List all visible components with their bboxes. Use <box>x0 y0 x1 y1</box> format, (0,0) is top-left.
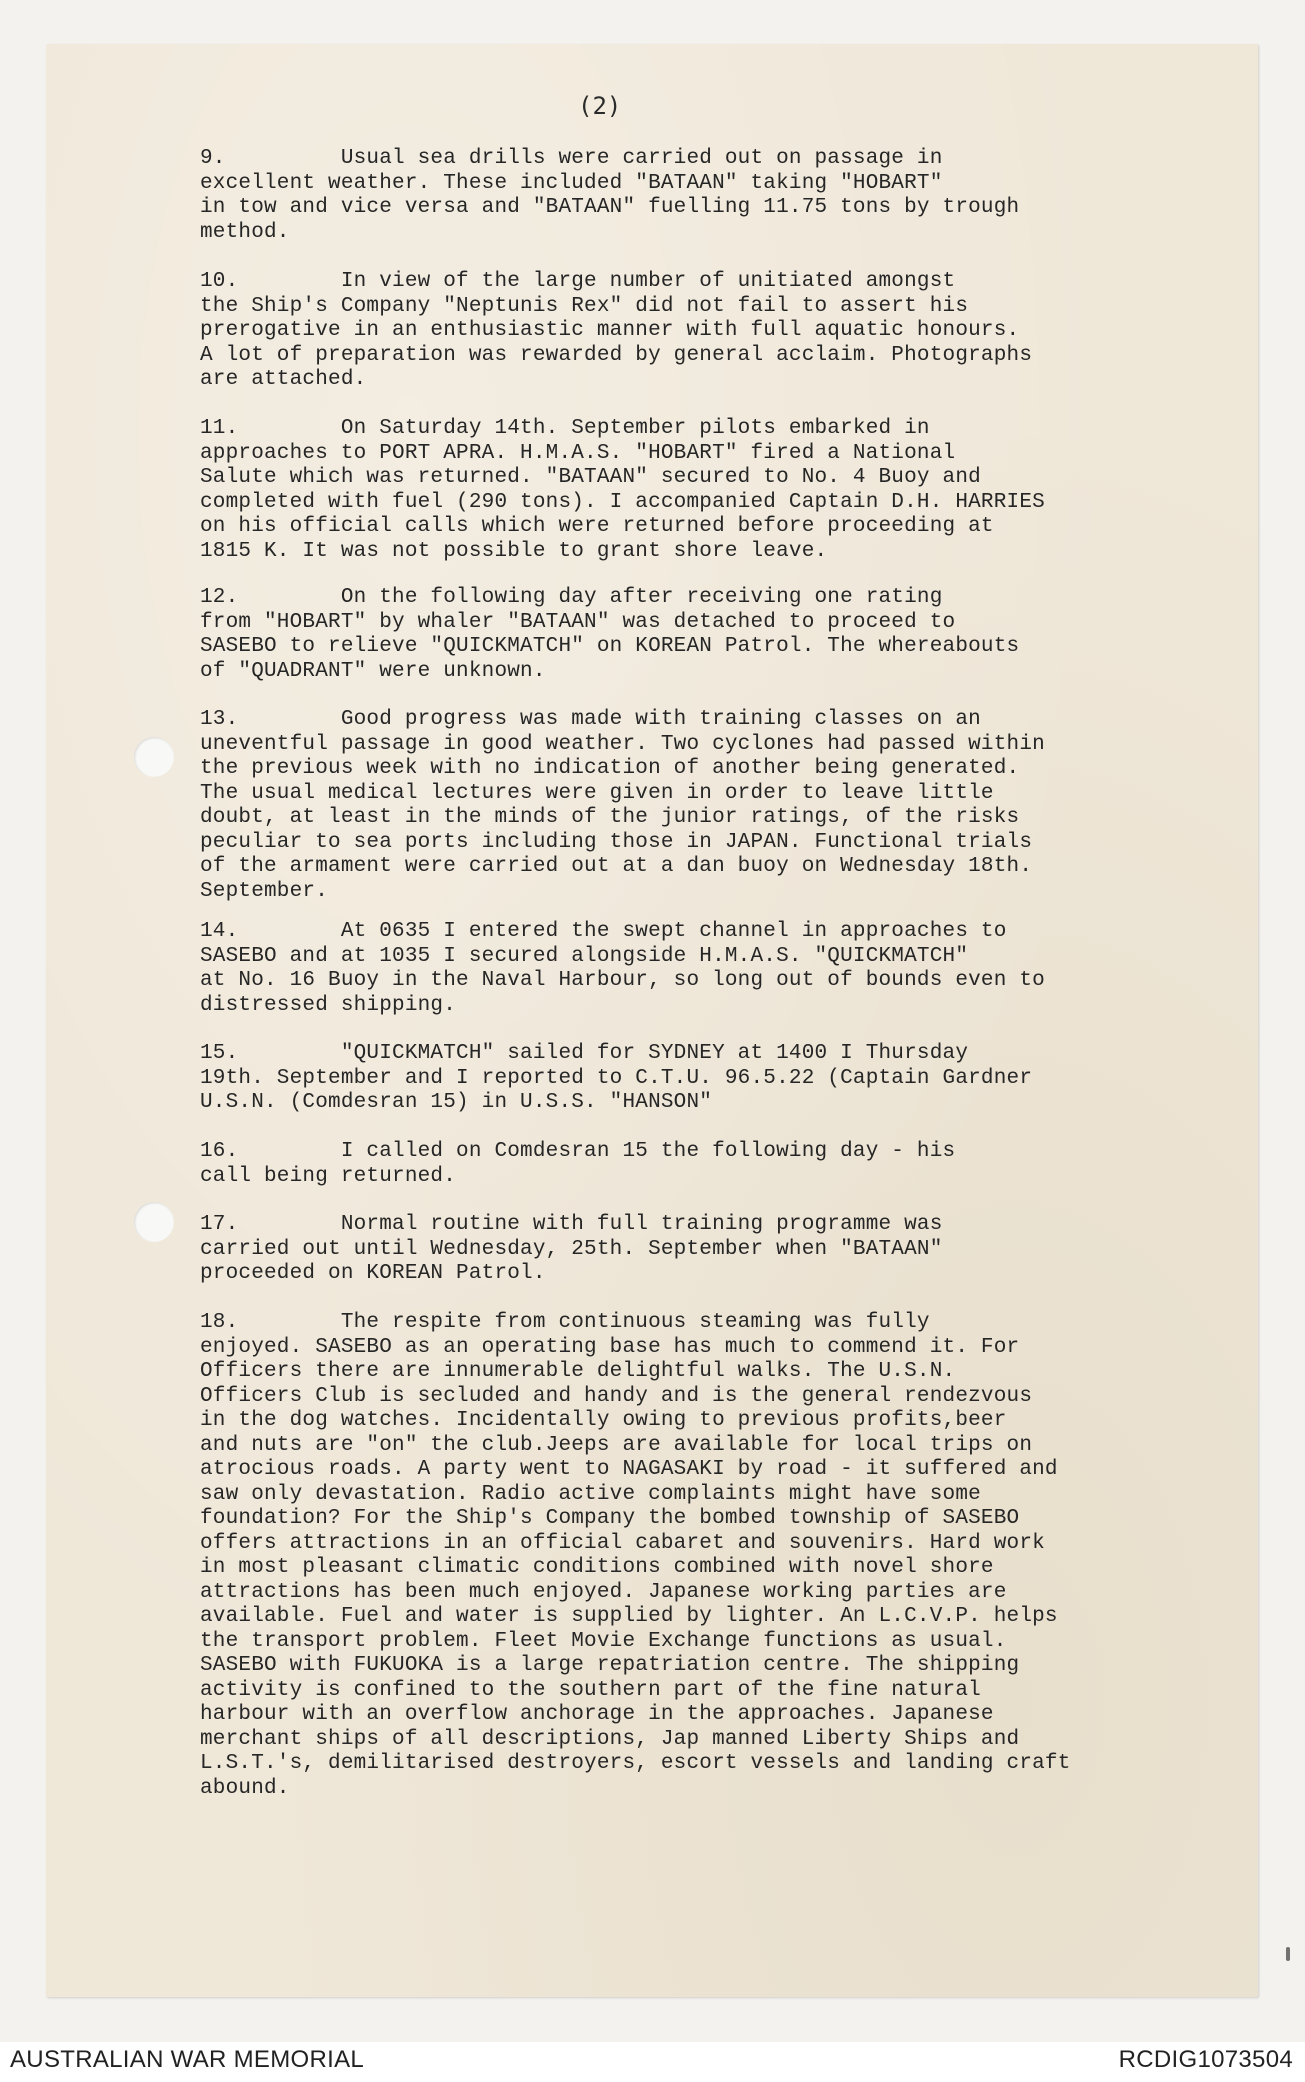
footer-record-id: RCDIG1073504 <box>1118 2046 1293 2073</box>
paragraph-18: 18. The respite from continuous steaming was fully enjoyed. SASEBO as an operating base has much to commend it. For Officers there are innumerable delightful walks. The U.S.N. Officers Club is secluded and handy and is the general rendezvous in the dog watches. Incidentally owing to previous profits,beer and nuts are "on" the club.Jeeps are available for local trips on atrocious roads. A party went to NAGASAKI by road - it suffered and saw only devastation. Radio active complaints might have some foundation? For the Ship's Company the bombed township of SASEBO offers attractions in an official cabaret and souvenirs. Hard work in most pleasant climatic conditions combined with novel shore attractions has been much enjoyed. Japanese working parties are available. Fuel and water is supplied by lighter. An L.C.V.P. helps the transport problem. Fleet Movie Exchange functions as usual. SASEBO with FUKUOKA is a large repatriation centre. The shipping activity is confined to the southern part of the fine natural harbour with an overflow anchorage in the approaches. Japanese merchant ships of all descriptions, Jap manned Liberty Ships and L.S.T.'s, demilitarised destroyers, escort vessels and landing craft abound. <box>200 1311 1071 1800</box>
punch-hole-top <box>134 737 174 777</box>
punch-hole-bottom <box>134 1202 174 1242</box>
paragraph-15: 15. "QUICKMATCH" sailed for SYDNEY at 1400 I Thursday 19th. September and I reported to C.T.U. 96.5.22 (Captain Gardner U.S.N. (Comdesran 15) in U.S.S. "HANSON" <box>200 1042 1033 1114</box>
paragraph-12: 12. On the following day after receiving one rating from "HOBART" by whaler "BATAAN" was detached to proceed to SASEBO to relieve "QUICKMATCH" on KOREAN Patrol. The whereabouts of "QUADRANT" were unknown. <box>200 586 1020 683</box>
paragraph-16: 16. I called on Comdesran 15 the following day - his call being returned. <box>200 1140 956 1188</box>
paragraph-13: 13. Good progress was made with training classes on an uneventful passage in good weather. Two cyclones had passed within the previous week with no indication of another being generated. The usual medical lectures were given in order to leave little doubt, at least in the minds of the junior ratings, of the risks peculiar to sea ports including those in JAPAN. Functional trials of the armament were carried out at a dan buoy on Wednesday 18th. September. <box>200 708 1045 903</box>
paragraph-17: 17. Normal routine with full training programme was carried out until Wednesday, 25th. September when "BATAAN" proceeded on KOREAN Patrol. <box>200 1213 943 1285</box>
paragraph-11: 11. On Saturday 14th. September pilots embarked in approaches to PORT APRA. H.M.A.S. "HOBART" fired a National Salute which was returned. "BATAAN" secured to No. 4 Buoy and completed with fuel (290 tons). I accompanied Captain D.H. HARRIES on his official calls which were returned before proceeding at 1815 K. It was not possible to grant shore leave. <box>200 417 1045 563</box>
footer-archive-name: AUSTRALIAN WAR MEMORIAL <box>10 2046 365 2073</box>
page-number: (2) <box>578 92 622 120</box>
ink-speck <box>1286 1947 1290 1961</box>
paragraph-10: 10. In view of the large number of unitiated amongst the Ship's Company "Neptunis Rex" did not fail to assert his prerogative in an enthusiastic manner with full aquatic honours. A lot of preparation was rewarded by general acclaim. Photographs are attached. <box>200 270 1033 391</box>
paragraph-9: 9. Usual sea drills were carried out on passage in excellent weather. These included "BATAAN" taking "HOBART" in tow and vice versa and "BATAAN" fuelling 11.75 tons by trough method. <box>200 147 1020 244</box>
paragraph-14: 14. At 0635 I entered the swept channel in approaches to SASEBO and at 1035 I secured alongside H.M.A.S. "QUICKMATCH" at No. 16 Buoy in the Naval Harbour, so long out of bounds even to distressed shipping. <box>200 920 1045 1017</box>
